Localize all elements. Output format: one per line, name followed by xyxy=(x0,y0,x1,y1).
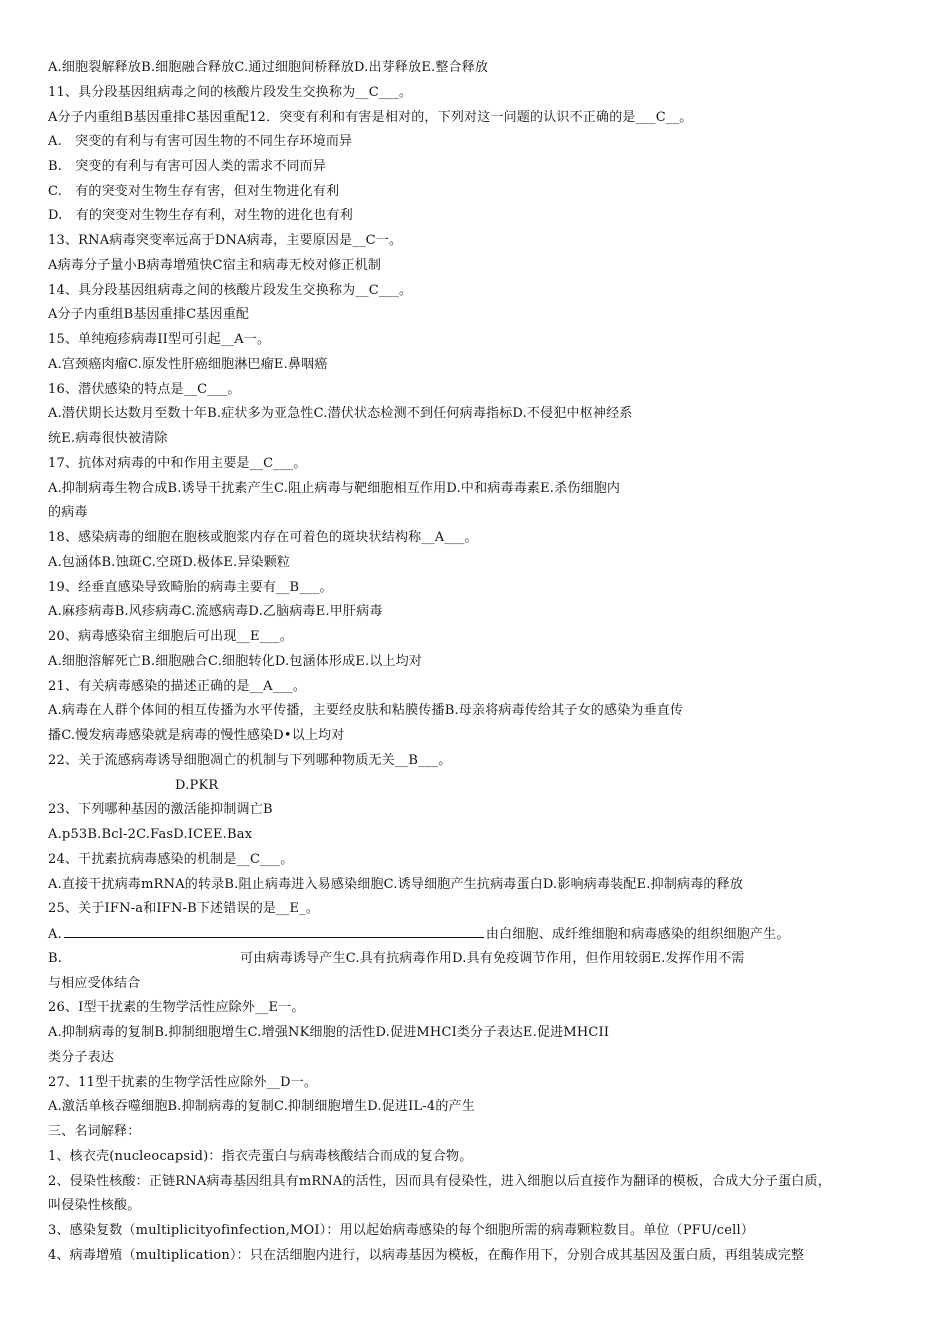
text-line: A.直接干扰病毒mRNA的转录B.阻止病毒进入易感染细胞C.诱导细胞产生抗病毒蛋白D.影响病毒装配E.抑制病毒的释放 xyxy=(48,877,744,892)
section-heading: 三、名词解释： xyxy=(48,1124,141,1139)
text-line: 播C.慢发病毒感染就是病毒的慢性感染D•以上均对 xyxy=(48,728,345,743)
text-line: A.激活单核吞噬细胞B.抑制病毒的复制C.抑制细胞增生D.促进IL-4的产生 xyxy=(48,1099,475,1114)
text-line: 与相应受体结合 xyxy=(48,976,141,991)
definition-2: 2、侵染性核酸：正链RNA病毒基因组具有mRNA的活性，因而具有侵染性，进入细胞以后直接作为翻译的模板，合成大分子蛋白质， xyxy=(48,1174,831,1189)
question-11: 11、具分段基因组病毒之间的核酸片段发生交换称为__C___。 xyxy=(48,85,413,100)
question-21: 21、有关病毒感染的描述正确的是__A___。 xyxy=(48,679,307,694)
question-13: 13、RNA病毒突变率远高于DNA病毒，主要原因是__C一。 xyxy=(48,233,403,248)
question-18: 18、感染病毒的细胞在胞核或胞浆内存在可着色的斑块状结构称__A___。 xyxy=(48,530,478,545)
text-line: A.细胞裂解释放B.细胞融合释放C.通过细胞间桥释放D.出芽释放E.整合释放 xyxy=(48,60,489,75)
option-label: A. xyxy=(48,927,62,942)
text-line: 的病毒 xyxy=(48,505,88,520)
option-text: 可由病毒诱导产生C.具有抗病毒作用D.具有免疫调节作用，但作用较弱E.发挥作用不需 xyxy=(240,951,745,966)
text-line: A.包涵体B.蚀斑C.空斑D.极体E.异染颗粒 xyxy=(48,555,291,570)
option-c: C. 有的突变对生物生存有害，但对生物进化有利 xyxy=(48,184,340,199)
definition-3: 3、感染复数（multiplicityofinfection,MOI）：用以起始病毒感染的每个细胞所需的病毒颗粒数目。单位（PFU/cell） xyxy=(48,1223,755,1238)
question-16: 16、潜伏感染的特点是__C___。 xyxy=(48,382,241,397)
option-b-line xyxy=(48,950,745,968)
definition-1: 1、核衣壳(nucleocapsid)：指衣壳蛋白与病毒核酸结合而成的复合物。 xyxy=(48,1149,473,1164)
text-line: A.抑制病毒的复制B.抑制细胞增生C.增强NK细胞的活性D.促进MHCI类分子表达E.促进MHCII xyxy=(48,1025,610,1040)
text-line: A.抑制病毒生物合成B.诱导干扰素产生C.阻止病毒与靶细胞相互作用D.中和病毒毒素E.杀伤细胞内 xyxy=(48,481,621,496)
fill-blank xyxy=(64,925,484,938)
option-b: B. 突变的有利与有害可因人类的需求不同而异 xyxy=(48,159,327,174)
question-26: 26、I型干扰素的生物学活性应除外__E一。 xyxy=(48,1000,305,1015)
option-a-line xyxy=(48,925,790,944)
question-23: 23、下列哪种基因的激活能抑制调亡B xyxy=(48,802,273,817)
text-line: A.p53B.Bcl-2C.FasD.ICEE.Bax xyxy=(48,827,253,842)
text-line: 统E.病毒很快被清除 xyxy=(48,431,168,446)
definition-4: 4、病毒增殖（multiplication）：只在活细胞内进行，以病毒基因为模板，在酶作用下，分别合成其基因及蛋白质，再组装成完整 xyxy=(48,1248,805,1263)
option-a: A. 突变的有利与有害可因生物的不同生存环境而异 xyxy=(48,134,353,149)
question-17: 17、抗体对病毒的中和作用主要是__C___。 xyxy=(48,456,307,471)
question-20: 20、病毒感染宿主细胞后可出现__E___。 xyxy=(48,629,293,644)
text-line: A.麻疹病毒B.风疹病毒C.流感病毒D.乙脑病毒E.甲肝病毒 xyxy=(48,604,383,619)
option-label: B. xyxy=(48,951,63,966)
question-22: 22、关于流感病毒诱导细胞凋亡的机制与下列哪种物质无关__B___。 xyxy=(48,753,452,768)
text-line: A.病毒在人群个体间的相互传播为水平传播，主要经皮肤和粘膜传播B.母亲将病毒传给其子女的感染为垂直传 xyxy=(48,703,684,718)
text-line: A.细胞溶解死亡B.细胞融合C.细胞转化D.包涵体形成E.以上均对 xyxy=(48,654,423,669)
text-line: A病毒分子量小B病毒增殖快C宿主和病毒无校对修正机制 xyxy=(48,258,382,273)
text-line: D.PKR xyxy=(175,778,219,793)
question-27: 27、11型干扰素的生物学活性应除外__D一。 xyxy=(48,1075,318,1090)
question-15: 15、单纯疱疹病毒II型可引起__A一。 xyxy=(48,332,271,347)
question-14: 14、具分段基因组病毒之间的核酸片段发生交换称为__C___。 xyxy=(48,283,413,298)
text-line: 叫侵染性核酸。 xyxy=(48,1198,141,1213)
question-24: 24、干扰素抗病毒感染的机制是__C___。 xyxy=(48,852,294,867)
text-line: A分子内重组B基因重排C基因重配 xyxy=(48,307,250,322)
option-d: D. 有的突变对生物生存有利，对生物的进化也有利 xyxy=(48,208,353,223)
text-line: A.潜伏期长达数月至数十年B.症状多为亚急性C.潜伏状态检测不到任何病毒指标D.不侵犯中枢神经系 xyxy=(48,406,633,421)
text-line: A.宫颈癌肉瘤C.原发性肝癌细胞淋巴瘤E.鼻咽癌 xyxy=(48,357,328,372)
text-line: A分子内重组B基因重排C基因重配12．突变有利和有害是相对的，下列对这一问题的认识不正确的是___C__。 xyxy=(48,110,693,125)
option-text: 由白细胞、成纤维细胞和病毒感染的组织细胞产生。 xyxy=(485,927,790,942)
question-25: 25、关于IFN-a和IFN-B下述错误的是__E_。 xyxy=(48,901,320,916)
question-19: 19、经垂直感染导致畸胎的病毒主要有__B___。 xyxy=(48,580,333,595)
text-line: 类分子表达 xyxy=(48,1050,115,1065)
